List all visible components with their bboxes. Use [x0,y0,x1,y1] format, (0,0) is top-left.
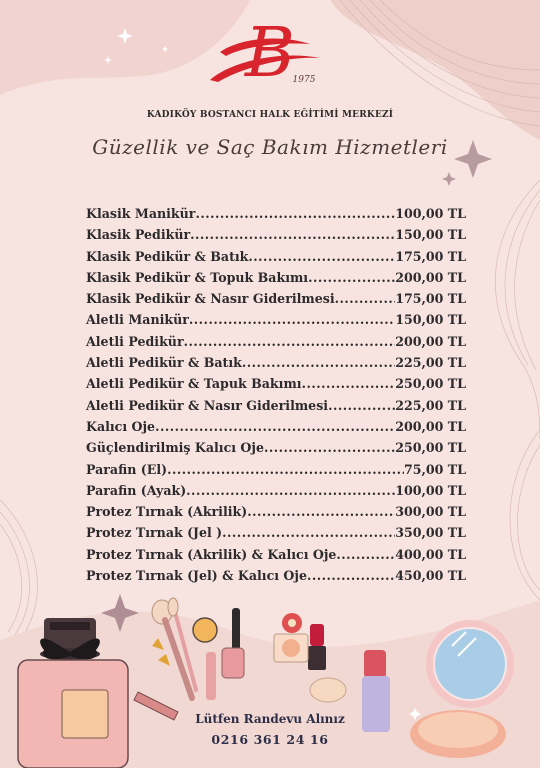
leader-dots [155,419,395,434]
service-price: 200,00 TL [395,418,466,434]
service-price: 175,00 TL [395,291,466,307]
leader-dots [242,355,395,370]
service-price: 225,00 TL [395,355,466,371]
service-name: Aletli Pedikür & Nasır Giderilmesi [86,397,329,413]
service-name: Klasik Pedikür & Topuk Bakımı [86,269,309,285]
leader-dots [222,525,395,540]
leader-dots [186,483,395,498]
service-name: Protez Tırnak (Jel ) [86,525,223,541]
phone-number: 0216 361 24 16 [211,732,329,747]
price-row [86,504,466,525]
line-swirls-left [0,500,37,640]
price-row [86,227,466,248]
service-name: Parafin (El) [86,461,168,477]
service-price: 350,00 TL [395,525,466,541]
service-price: 300,00 TL [395,504,466,520]
leader-dots [195,206,395,221]
leader-dots [335,291,396,306]
service-name: Protez Tırnak (Jel) & Kalıcı Oje [86,568,307,584]
price-row [86,334,466,355]
page-title: Güzellik ve Saç Bakım Hizmetleri [92,135,448,159]
price-row [86,249,466,270]
service-name: Aletli Pedikür & Batık [86,355,242,371]
leader-dots [307,568,395,583]
price-row [86,440,466,461]
price-row [86,398,466,419]
price-row [86,525,466,546]
service-price: 175,00 TL [395,248,466,264]
service-name: Aletli Manikür [86,312,189,328]
service-price: 250,00 TL [395,440,466,456]
service-name: Klasik Pedikür & Nasır Giderilmesi [86,291,335,307]
price-row [86,206,466,227]
leader-dots [190,227,395,242]
service-price: 400,00 TL [395,546,466,562]
leader-dots [302,376,396,391]
leader-dots [184,334,396,349]
service-price: 100,00 TL [395,482,466,498]
price-row [86,547,466,568]
service-price: 75,00 TL [403,461,466,477]
service-name: Protez Tırnak (Akrilik) & Kalıcı Oje [86,546,337,562]
price-row [86,270,466,291]
price-row [86,355,466,376]
service-price: 450,00 TL [395,568,466,584]
price-row [86,462,466,483]
service-price: 200,00 TL [395,333,466,349]
price-list [86,206,466,589]
leader-dots [189,312,395,327]
price-row [86,568,466,589]
leader-dots [248,249,395,264]
service-name: Kalıcı Oje [86,418,156,434]
leader-dots [308,270,395,285]
service-name: Klasik Pedikür & Batık [86,248,249,264]
leader-dots [336,547,395,562]
service-name: Aletli Pedikür & Tapuk Bakımı [86,376,302,392]
leader-dots [167,462,404,477]
service-price: 150,00 TL [395,312,466,328]
service-price: 250,00 TL [395,376,466,392]
service-price: 150,00 TL [395,227,466,243]
price-row [86,312,466,333]
service-name: Protez Tırnak (Akrilik) [86,504,248,520]
logo-letter: B [245,14,295,93]
service-price: 225,00 TL [395,397,466,413]
appointment-note: Lütfen Randevu Alınız [195,712,345,726]
leader-dots [247,504,395,519]
logo-year: 1975 [292,75,316,85]
price-row [86,483,466,504]
service-name: Aletli Pedikür [86,333,184,349]
brand-logo [200,10,340,100]
flower-icon [282,613,302,633]
price-row [86,419,466,440]
service-name: Parafin (Ayak) [86,482,187,498]
service-name: Güçlendirilmiş Kalıcı Oje [86,440,264,456]
service-name: Klasik Pedikür [86,227,191,243]
line-swirls-right [495,180,540,600]
organization-name: KADIKÖY BOSTANCI HALK EĞİTİMİ MERKEZİ [146,110,394,120]
price-row [86,376,466,397]
service-price: 100,00 TL [395,206,466,221]
leader-dots [328,398,395,413]
service-name: Klasik Manikür [86,206,196,221]
price-row [86,291,466,312]
service-price: 200,00 TL [395,269,466,285]
leader-dots [264,440,395,455]
